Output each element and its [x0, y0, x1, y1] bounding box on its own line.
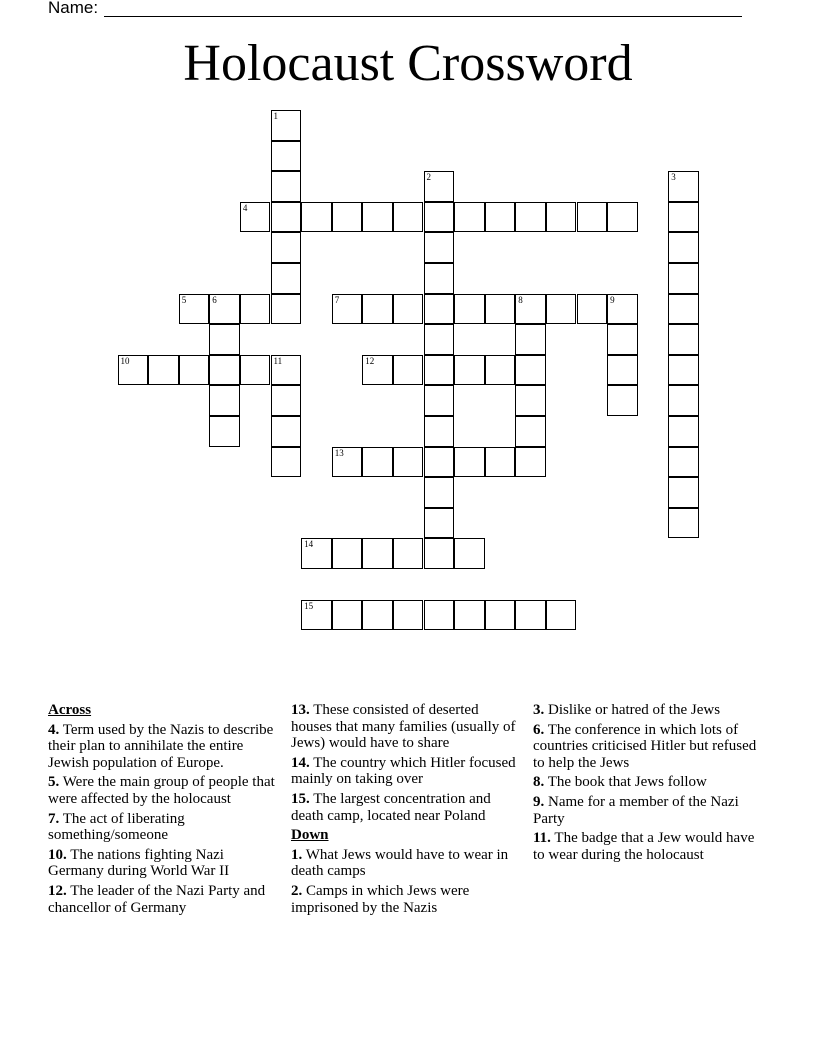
clue-number: 1: [273, 111, 278, 121]
clue-number: 4: [242, 202, 248, 213]
grid-cell[interactable]: [668, 355, 699, 386]
clue-item: [291, 755, 523, 788]
clue-number: 9: [610, 294, 615, 305]
grid-cell[interactable]: [607, 385, 638, 416]
grid-cell[interactable]: [271, 232, 302, 263]
grid-cell[interactable]: [515, 294, 546, 325]
grid-cell[interactable]: [424, 232, 455, 263]
grid-cell[interactable]: [668, 171, 699, 202]
grid-cell[interactable]: [668, 385, 699, 416]
clue-text: Were the main group of people that were affected by the holocaust: [48, 774, 275, 807]
grid-cell[interactable]: [668, 324, 699, 355]
grid-cell[interactable]: [209, 324, 240, 355]
clue-num: 14.: [291, 754, 310, 771]
grid-cell[interactable]: [332, 202, 363, 233]
clue-num: 6.: [533, 721, 545, 738]
clue-number: 14: [304, 539, 314, 550]
clue-number: 15: [304, 600, 314, 611]
grid-cell[interactable]: [668, 477, 699, 508]
grid-cell[interactable]: [424, 416, 455, 447]
clue-text: Term used by the Nazis to describe their plan to annihilate the entire Jewish population of Europe.: [48, 721, 274, 771]
clue-text: What Jews would have to wear in death camps: [291, 846, 509, 880]
grid-cell[interactable]: [424, 600, 455, 631]
clue-text: The badge that a Jew would have to wear during the holocaust: [533, 830, 755, 863]
grid-cell[interactable]: [271, 263, 302, 294]
grid-cell[interactable]: [332, 538, 363, 569]
grid-cell[interactable]: [393, 294, 424, 325]
clue-item: [533, 722, 765, 772]
clue-text: The book that Jews follow: [544, 774, 707, 791]
grid-cell[interactable]: [668, 263, 699, 294]
grid-cell[interactable]: [424, 263, 455, 294]
down-heading: Down: [291, 827, 329, 844]
grid-cell[interactable]: [546, 600, 577, 631]
grid-cell[interactable]: [577, 202, 608, 233]
clue-item: [533, 702, 765, 719]
clue-number: 11: [273, 355, 283, 366]
grid-cell[interactable]: [393, 447, 424, 478]
grid-cell[interactable]: [424, 447, 455, 478]
grid-cell[interactable]: [668, 508, 699, 539]
grid-cell[interactable]: [546, 294, 577, 325]
clue-number: 2: [426, 172, 431, 183]
grid-cell[interactable]: [301, 202, 332, 233]
grid-cell[interactable]: [454, 600, 485, 631]
clue-num: 5.: [48, 774, 60, 791]
grid-cell[interactable]: [668, 416, 699, 447]
clue-item: [48, 722, 280, 772]
grid-cell[interactable]: [393, 355, 424, 386]
clue-num: 11.: [533, 830, 551, 847]
grid-cell[interactable]: [271, 171, 302, 202]
clue-item: [291, 883, 523, 916]
clue-num: 15.: [291, 790, 310, 807]
grid-cell[interactable]: [454, 538, 485, 569]
grid-cell[interactable]: [546, 202, 577, 233]
grid-cell[interactable]: [424, 171, 455, 202]
clue-num: 7.: [48, 810, 60, 827]
clue-item: [48, 811, 280, 844]
grid-cell[interactable]: [668, 447, 699, 478]
clue-text: Dislike or hatred of the Jews: [544, 702, 721, 718]
grid-cell[interactable]: [424, 202, 455, 233]
grid-cell[interactable]: [332, 294, 363, 325]
clue-item: [291, 847, 523, 880]
grid-cell[interactable]: [577, 294, 608, 325]
grid-cell[interactable]: [515, 324, 546, 355]
clue-number: 13: [334, 447, 344, 458]
grid-cell[interactable]: [424, 385, 455, 416]
grid-cell[interactable]: [240, 294, 271, 325]
clue-item: [533, 774, 765, 791]
grid-cell[interactable]: [515, 202, 546, 233]
clue-num: 1.: [291, 846, 303, 863]
grid-cell[interactable]: [362, 202, 393, 233]
grid-cell[interactable]: [240, 202, 271, 233]
grid-cell[interactable]: [271, 110, 302, 141]
clue-number: 8: [518, 294, 523, 305]
clue-item: [291, 702, 523, 752]
grid-cell[interactable]: [148, 355, 179, 386]
page-title: Holocaust Crossword: [183, 35, 633, 92]
grid-cell[interactable]: [393, 202, 424, 233]
name-label: Name:: [48, 0, 99, 17]
clue-item: [48, 774, 280, 807]
grid-cell[interactable]: [362, 600, 393, 631]
clue-column-1: [48, 702, 280, 919]
clue-num: 3.: [533, 702, 545, 718]
clue-item: [533, 794, 765, 827]
clue-num: 4.: [48, 721, 60, 738]
clue-text: The largest concentration and death camp, located near Poland: [291, 790, 491, 824]
clue-item: [48, 847, 280, 880]
grid-cell[interactable]: [301, 538, 332, 569]
clue-number: 3: [671, 172, 676, 183]
grid-cell[interactable]: [607, 294, 638, 325]
grid-cell[interactable]: [485, 447, 516, 478]
grid-cell[interactable]: [209, 355, 240, 386]
grid-cell[interactable]: [485, 202, 516, 233]
grid-cell[interactable]: [362, 355, 393, 386]
grid-cell[interactable]: [393, 538, 424, 569]
grid-cell[interactable]: [424, 477, 455, 508]
grid-cell[interactable]: [668, 232, 699, 263]
grid-cell[interactable]: [454, 202, 485, 233]
clue-num: 10.: [48, 846, 67, 863]
grid-cell[interactable]: [607, 324, 638, 355]
clue-number: 7: [334, 294, 340, 305]
grid-cell[interactable]: [209, 416, 240, 447]
grid-cell[interactable]: [424, 294, 455, 325]
grid-cell[interactable]: [668, 202, 699, 233]
grid-cell[interactable]: [485, 355, 516, 386]
grid-cell[interactable]: [271, 355, 302, 386]
clue-num: 2.: [291, 882, 303, 899]
grid-cell[interactable]: [668, 294, 699, 325]
grid-cell[interactable]: [454, 294, 485, 325]
clue-item: [291, 791, 523, 824]
grid-cell[interactable]: [209, 385, 240, 416]
grid-cell[interactable]: [179, 355, 210, 386]
clue-text: Name for a member of the Nazi Party: [533, 793, 739, 827]
clue-item: [533, 830, 765, 863]
grid-cell[interactable]: [362, 294, 393, 325]
clue-number: 5: [181, 294, 187, 305]
grid-cell[interactable]: [515, 385, 546, 416]
grid-cell[interactable]: [424, 538, 455, 569]
grid-cell[interactable]: [515, 447, 546, 478]
grid-cell[interactable]: [607, 355, 638, 386]
grid-cell[interactable]: [271, 141, 302, 172]
grid-cell[interactable]: [362, 447, 393, 478]
clue-num: 12.: [48, 882, 67, 899]
grid-cell[interactable]: [362, 538, 393, 569]
grid-cell[interactable]: [607, 202, 638, 233]
clue-text: The country which Hitler focused mainly on taking over: [291, 754, 516, 788]
across-heading: Across: [48, 702, 92, 718]
grid-cell[interactable]: [271, 447, 302, 478]
clue-text: The leader of the Nazi Party and chancellor of Germany: [48, 882, 266, 916]
clue-text: The act of liberating something/someone: [48, 810, 185, 844]
clue-column-3: [533, 702, 765, 866]
clue-text: The conference in which lots of countries criticised Hitler but refused to help the Jews: [533, 721, 757, 771]
clue-num: 9.: [533, 793, 545, 810]
grid-cell[interactable]: [271, 202, 302, 233]
clue-text: Camps in which Jews were imprisoned by the Nazis: [291, 882, 470, 916]
grid-cell[interactable]: [118, 355, 149, 386]
grid-cell[interactable]: [424, 508, 455, 539]
grid-cell[interactable]: [240, 355, 271, 386]
grid-cell[interactable]: [332, 447, 363, 478]
clue-text: These consisted of deserted houses that many families (usually of Jews) would have to share: [291, 702, 516, 752]
clue-text: The nations fighting Nazi Germany during World War II: [48, 846, 230, 880]
grid-cell[interactable]: [515, 355, 546, 386]
clue-number: 12: [365, 355, 375, 366]
grid-cell[interactable]: [424, 355, 455, 386]
grid-cell[interactable]: [301, 600, 332, 631]
grid-cell[interactable]: [271, 294, 302, 325]
clue-number: 6: [212, 294, 217, 305]
grid-cell[interactable]: [179, 294, 210, 325]
grid-cell[interactable]: [485, 294, 516, 325]
grid-cell[interactable]: [454, 355, 485, 386]
grid-cell[interactable]: [424, 324, 455, 355]
clue-num: 13.: [291, 702, 310, 718]
grid-cell[interactable]: [485, 600, 516, 631]
grid-cell[interactable]: [515, 600, 546, 631]
grid-cell[interactable]: [209, 294, 240, 325]
grid-cell[interactable]: [271, 385, 302, 416]
grid-cell[interactable]: [332, 600, 363, 631]
grid-cell[interactable]: [393, 600, 424, 631]
grid-cell[interactable]: [454, 447, 485, 478]
grid-cell[interactable]: [271, 416, 302, 447]
grid-cell[interactable]: [515, 416, 546, 447]
clue-number: 10: [120, 355, 130, 366]
clue-num: 8.: [533, 774, 545, 791]
clue-item: [48, 883, 280, 916]
clue-column-2: [291, 702, 523, 919]
